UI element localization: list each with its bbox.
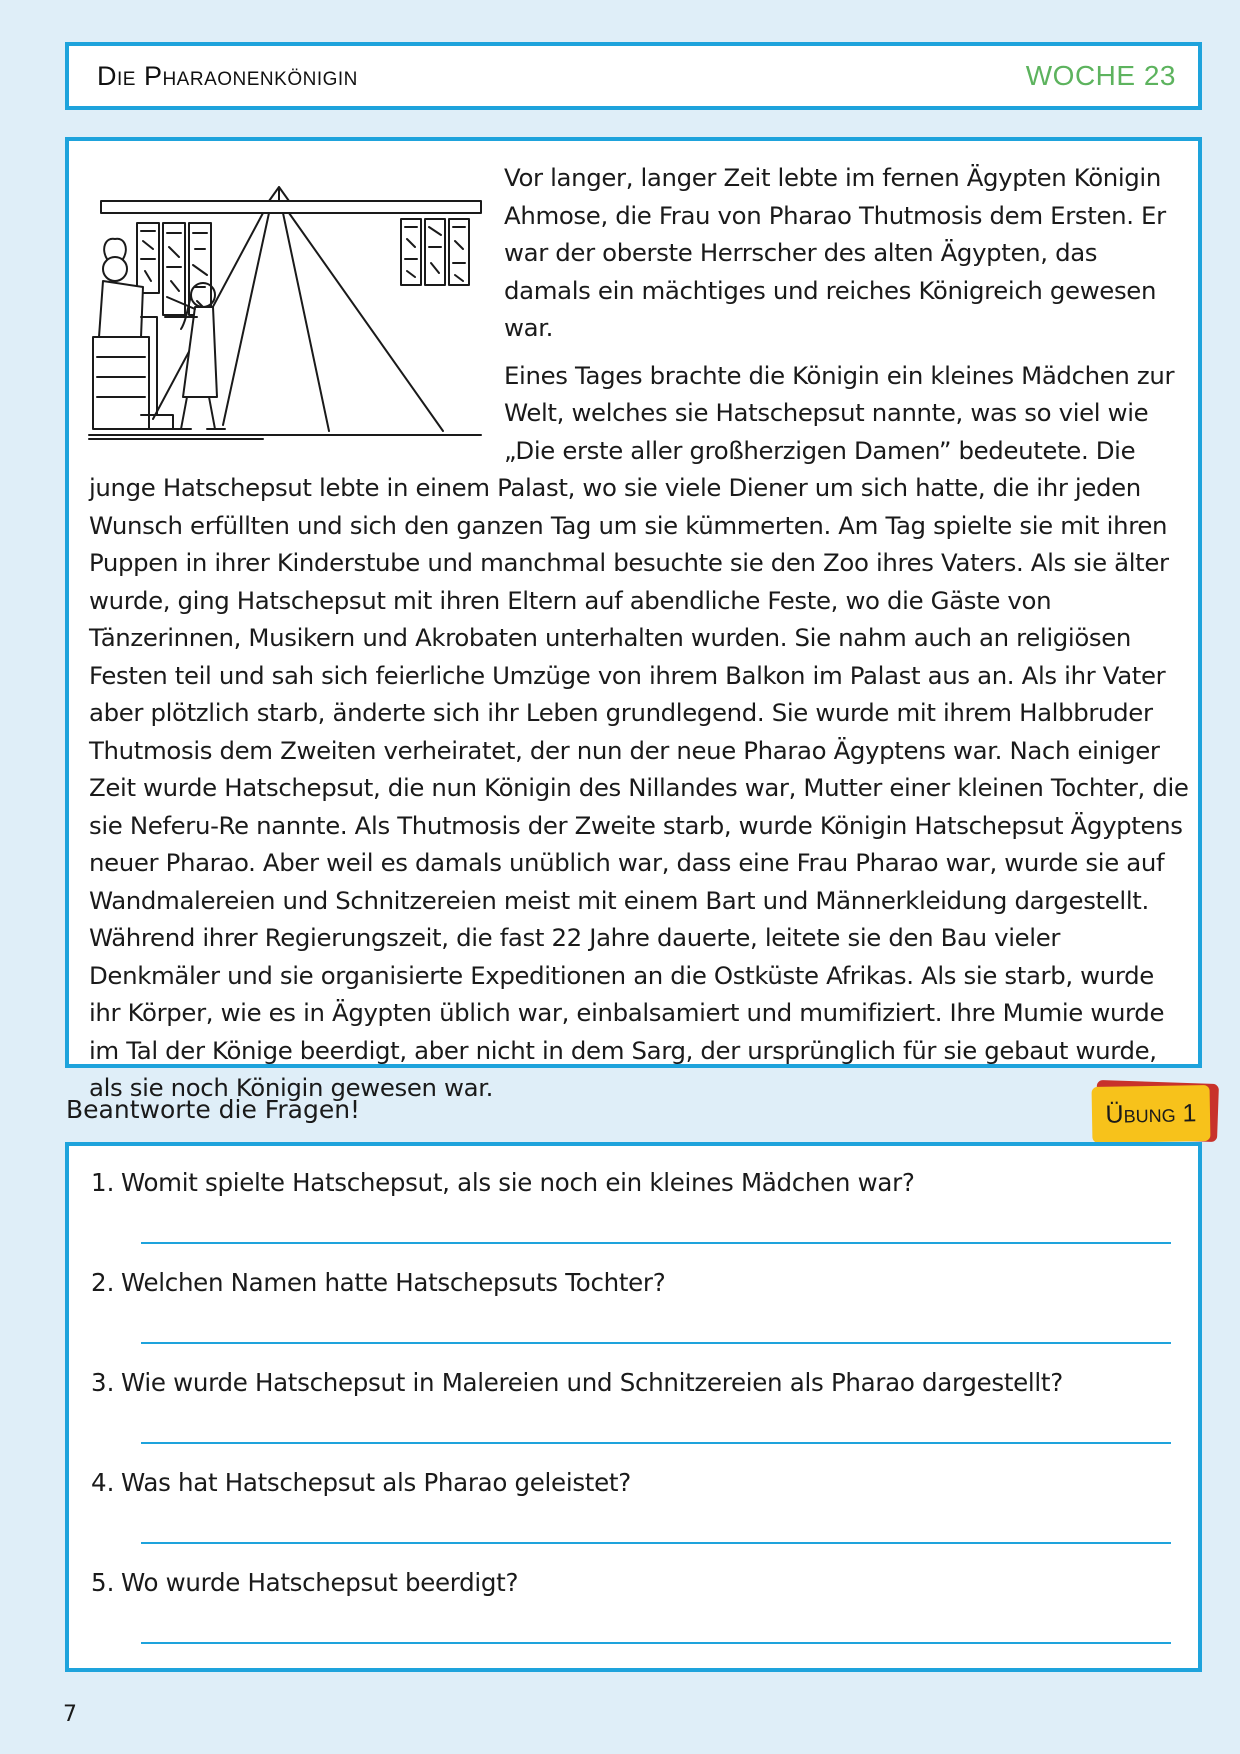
question-number: 2.: [91, 1268, 115, 1297]
egyptian-queen-pyramid-illustration-icon: [83, 167, 488, 462]
page-number: 7: [63, 1702, 77, 1727]
week-label: WOCHE 23: [1025, 60, 1176, 91]
question-number: 1.: [91, 1168, 115, 1197]
exercise-instruction: Beantworte die Fragen!: [66, 1095, 361, 1124]
question-text: Was hat Hatschepsut als Pharao geleistet?: [121, 1468, 631, 1497]
answer-line-5[interactable]: [141, 1642, 1171, 1644]
reading-paragraph-1: Vor langer, langer Zeit lebte im fernen Ägypten Königin Ahmose, die Frau von Pharao Thutmosis dem Ersten. Er war der oberste Herrscher des alten Ägypten, das damals ein mächtiges und reiches Königreich gewesen war.: [504, 163, 1166, 342]
answer-line-2[interactable]: [141, 1342, 1171, 1344]
question-text: Womit spielte Hatschepsut, als sie noch ein kleines Mädchen war?: [121, 1168, 915, 1197]
question-number: 4.: [91, 1468, 115, 1497]
header-bar: [65, 42, 1202, 110]
question-text: Wie wurde Hatschepsut in Malereien und Schnitzereien als Pharao dargestellt?: [121, 1368, 1063, 1397]
answer-line-1[interactable]: [141, 1242, 1171, 1244]
answer-line-4[interactable]: [141, 1542, 1171, 1544]
page-title: Die Pharaonenkönigin: [97, 60, 358, 91]
reading-passage-box: [65, 137, 1202, 1102]
question-number: 5.: [91, 1568, 115, 1597]
question-number: 3.: [91, 1368, 115, 1397]
answer-line-3[interactable]: [141, 1442, 1171, 1444]
reading-paragraph-2: Eines Tages brachte die Königin ein kleines Mädchen zur Welt, welches sie Hatschepsut nannte, was so viel wie „Die erste aller großherzigen Damen” bedeutete. Die junge Hatschepsut lebte in einem Palast, wo sie viele Diener um sich hatte, die ihr jeden Wunsch erfüllten und sich den ganzen Tag um sie kümmerten. Am Tag spielte sie mit ihren Puppen in ihrer Kinderstube und manchmal besuchte sie den Zoo ihres Vaters. Als sie älter wurde, ging Hatschepsut mit ihren Eltern auf abendliche Feste, wo die Gäste von Tänzerinnen, Musikern und Akrobaten unterhalten wurden. Sie nahm auch an religiösen Festen teil und sah sich feierliche Umzüge von ihrem Balkon im Palast aus an. Als ihr Vater aber plötzlich starb, änderte sich ihr Leben grundlegend. Sie wurde mit ihrem Halbbruder Thutmosis dem Zweiten verheiratet, der nun der neue Pharao Ägyptens war. Nach einiger Zeit wurde Hatschepsut, die nun Königin des Nillandes war, Mutter einer kleinen Tochter, die sie Neferu-Re nannte. Als Thutmosis der Zweite starb, wurde Königin Hatschepsut Ägyptens neuer Pharao. Aber weil es damals unüblich war, dass eine Frau Pharao war, wurde sie auf Wandmalereien und Schnitzereien meist mit einem Bart und Männerkleidung dargestellt. Während ihrer Regierungszeit, die fast 22 Jahre dauerte, leitete sie den Bau vieler Denkmäler und sie organisierte Expeditionen an die Ostküste Afrikas. Als sie starb, wurde ihr Körper, wie es in Ägypten üblich war, einbalsamiert und mumifiziert. Ihre Mumie wurde im Tal der Könige beerdigt, aber nicht in dem Sarg, der ursprünglich für sie gebaut wurde, als sie noch Königin gewesen war.: [89, 360, 1189, 1102]
questions-box: [65, 1142, 1202, 1672]
exercise-badge-label: Übung 1: [1092, 1085, 1211, 1143]
exercise-badge: [1092, 1080, 1220, 1146]
question-text: Welchen Namen hatte Hatschepsuts Tochter?: [121, 1268, 666, 1297]
question-text: Wo wurde Hatschepsut beerdigt?: [121, 1568, 519, 1597]
